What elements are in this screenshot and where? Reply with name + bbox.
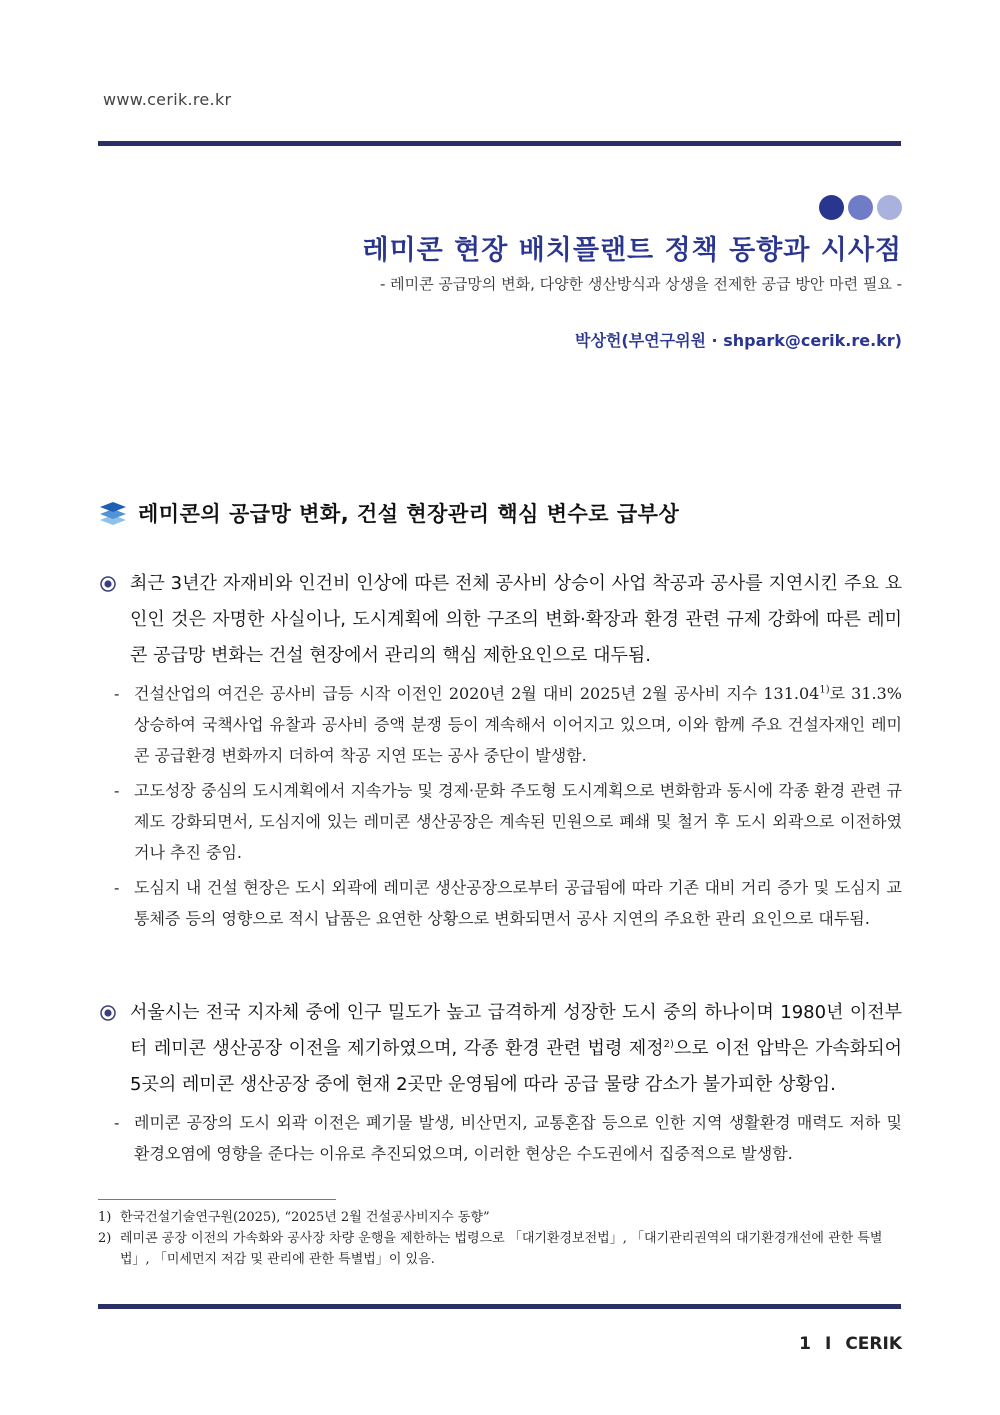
dot-3: [877, 195, 902, 220]
sub-text: 도심지 내 건설 현장은 도시 외곽에 레미콘 생산공장으로부터 공급됨에 따라 기존 대비 거리 증가 및 도심지 교통체증 등의 영향으로 적시 납품은 요연한 상황으로 변화되면서 공사 지연의 주요한 관리 요인으로 대두됨.: [134, 878, 902, 928]
footer-rule: [98, 1304, 901, 1309]
dash-marker: -: [114, 684, 120, 703]
dot-1: [819, 195, 844, 220]
sub-item: [98, 872, 902, 934]
page-footer: [799, 1334, 902, 1354]
footnotes: [98, 1207, 902, 1270]
bullet-item: [98, 566, 902, 674]
footnote-rule: [98, 1199, 336, 1200]
sub-text: 레미콘 공장의 도시 외곽 이전은 폐기물 발생, 비산먼지, 교통혼잡 등으로 인한 지역 생활환경 매력도 저하 및 환경오염에 영향을 준다는 이유로 추진되었으며, 이러한 현상은 수도권에서 집중적으로 발생함.: [134, 1113, 902, 1163]
section-heading: [98, 498, 679, 528]
sub-item: [98, 678, 902, 771]
footnote-ref[interactable]: 2): [663, 1039, 674, 1050]
sub-item: [98, 775, 902, 868]
dot-2: [848, 195, 873, 220]
dash-marker: -: [114, 878, 120, 897]
radio-bullet-icon: [100, 576, 116, 592]
footnote-number: 1): [98, 1210, 112, 1225]
footer-separator: I: [824, 1334, 832, 1354]
bullet-block-2: [98, 995, 902, 1169]
sub-item: [98, 1107, 902, 1169]
footnote-text: 레미콘 공장 이전의 가속화와 공사장 차량 운행을 제한하는 법령으로 「대기환경보전법」, 「대기관리권역의 대기환경개선에 관한 특별법」, 「미세먼지 저감 및 관리에 관한 특별법」이 있음.: [120, 1231, 883, 1267]
report-subtitle: - 레미콘 공급망의 변화, 다양한 생산방식과 상생을 전제한 공급 방안 마련 필요 -: [379, 275, 902, 293]
footnote-text: 한국건설기술연구원(2025), “2025년 2월 건설공사비지수 동향”: [120, 1210, 490, 1225]
footnote-ref[interactable]: 1): [819, 684, 830, 696]
dash-marker: -: [114, 1113, 120, 1132]
header-rule: [98, 141, 901, 146]
bullet-text: 서울시는 전국 지자체 중에 인구 밀도가 높고 급격하게 성장한 도시 중의 하나이며 1980년 이전부터 레미콘 생산공장 이전을 제기하였으며, 각종 환경 관련 법령 제정: [130, 1002, 902, 1059]
footnote-number: 2): [98, 1231, 112, 1246]
bullet-item: [98, 995, 902, 1103]
radio-bullet-icon: [100, 1005, 116, 1021]
stacked-layers-icon: [98, 499, 128, 527]
footnote-2: [98, 1228, 902, 1270]
footnote-1: [98, 1207, 902, 1228]
dash-marker: -: [114, 781, 120, 800]
page-number: 1: [799, 1334, 811, 1354]
site-url[interactable]: www.cerik.re.kr: [103, 90, 232, 109]
report-author: 박상헌(부연구위원 · shpark@cerik.re.kr): [575, 331, 902, 350]
decorative-dots: [819, 195, 902, 220]
bullet-text-cont: 으로 이전 압박은 가속화되어 5곳의 레미콘 생산공장 중에 현재 2곳만 운영됨에 따라 공급 물량 감소가 불가피한 상황임.: [130, 1038, 902, 1095]
report-title: 레미콘 현장 배치플랜트 정책 동향과 시사점: [362, 235, 902, 266]
bullet-text: 최근 3년간 자재비와 인건비 인상에 따른 전체 공사비 상승이 사업 착공과 공사를 지연시킨 주요 요인인 것은 자명한 사실이나, 도시계획에 의한 구조의 변화·확장과 환경 관련 규제 강화에 따른 레미콘 공급망 변화는 건설 현장에서 관리의 핵심 제한요인으로 대두됨.: [130, 573, 902, 666]
bullet-block-1: [98, 566, 902, 934]
section-title: 레미콘의 공급망 변화, 건설 현장관리 핵심 변수로 급부상: [138, 502, 680, 526]
sub-text: 고도성장 중심의 도시계획에서 지속가능 및 경제·문화 주도형 도시계획으로 변화함과 동시에 각종 환경 관련 규제도 강화되면서, 도심지에 있는 레미콘 생산공장은 계속된 민원으로 폐쇄 및 철거 후 도시 외곽으로 이전하였거나 추진 중임.: [134, 781, 902, 862]
footer-brand: CERIK: [845, 1334, 902, 1354]
sub-text: 건설산업의 여건은 공사비 급등 시작 이전인 2020년 2월 대비 2025년 2월 공사비 지수 131.04: [134, 684, 820, 703]
sub-text-cont: 로 31.3% 상승하여 국책사업 유찰과 공사비 증액 분쟁 등이 계속해서 이어지고 있으며, 이와 함께 주요 건설자재인 레미콘 공급환경 변화까지 더하여 착공 지연 또는 공사 중단이 발생함.: [134, 684, 902, 765]
